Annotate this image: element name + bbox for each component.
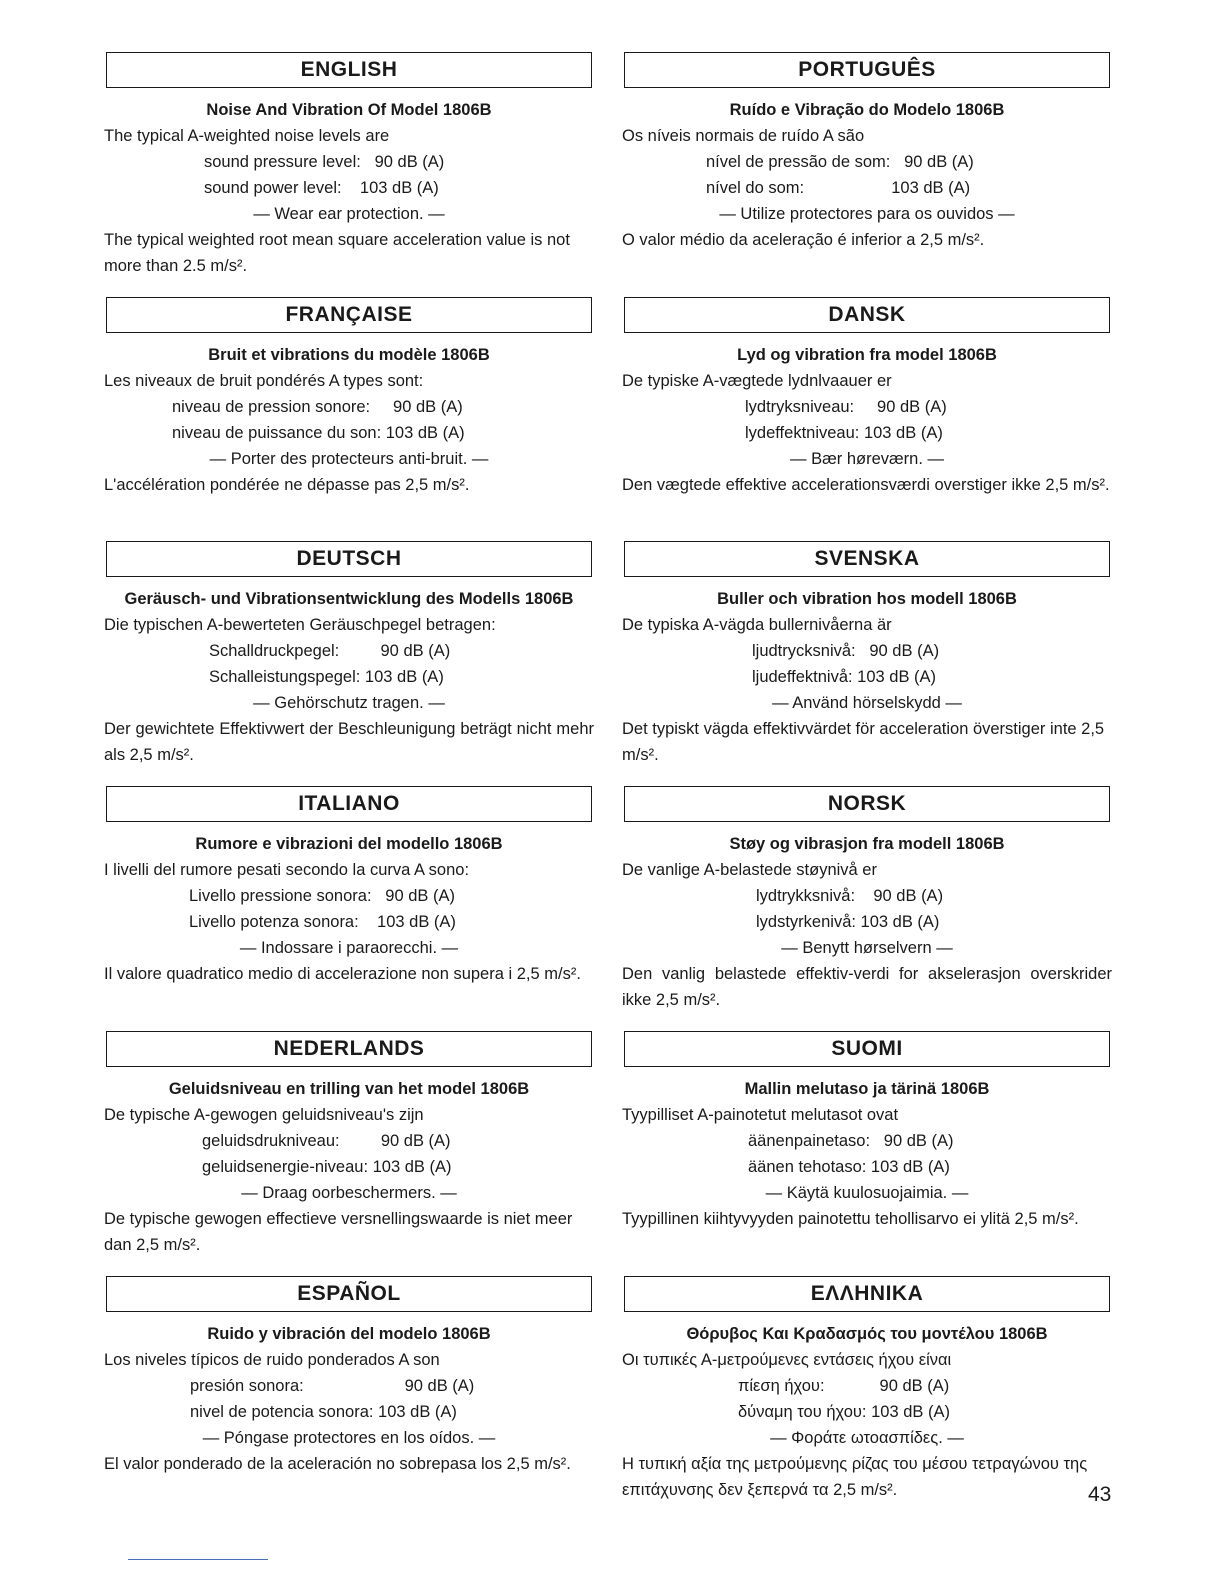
vibration-text: Det typiskt vägda effektivvärdet för acceleration överstiger inte 2,5 m/s². — [622, 720, 1105, 764]
noise-intro: Los niveles típicos de ruido ponderados A son — [104, 1351, 440, 1369]
ear-protection-notice: — Φοράτε ωτοασπίδες. — — [770, 1429, 964, 1447]
section-subtitle: Bruit et vibrations du modèle 1806B — [208, 346, 490, 364]
section-suomi — [622, 1031, 1112, 1232]
section-subtitle: Ruído e Vibração do Modelo 1806B — [729, 101, 1005, 119]
section-header: ENGLISH — [106, 52, 592, 88]
sound-pressure-level: niveau de pression sonore: 90 dB (A) — [172, 398, 463, 416]
section-header: DANSK — [624, 297, 1110, 333]
section-espanol — [104, 1276, 594, 1477]
sound-power-level: δύναμη του ήχου: 103 dB (A) — [738, 1403, 950, 1421]
section-subtitle: Geräusch- und Vibrationsentwicklung des Modells 1806B — [124, 590, 574, 608]
noise-intro: Tyypilliset A-painotetut melutasot ovat — [622, 1106, 899, 1124]
section-subtitle: Rumore e vibrazioni del modello 1806B — [195, 835, 503, 853]
vibration-text: El valor ponderado de la aceleración no sobrepasa los 2,5 m/s². — [104, 1455, 571, 1473]
ear-protection-notice: — Bær høreværn. — — [789, 450, 945, 468]
ear-protection-notice: — Utilize protectores para os ouvidos — — [719, 205, 1015, 223]
sound-power-level: nivel de potencia sonora: 103 dB (A) — [190, 1403, 457, 1421]
sound-power-level: äänen tehotaso: 103 dB (A) — [748, 1158, 950, 1176]
ear-protection-notice: — Använd hörselskydd — — [772, 694, 962, 712]
ear-protection-notice: — Indossare i paraorecchi. — — [239, 939, 459, 957]
vibration-text: De typische gewogen effectieve versnellingswaarde is niet meer dan 2,5 m/s². — [104, 1210, 573, 1254]
section-header: PORTUGUÊS — [624, 52, 1110, 88]
section-subtitle: Θόρυβος Και Κραδασμός του μοντέλου 1806B — [686, 1325, 1048, 1343]
section-deutsch — [104, 541, 594, 768]
vibration-text: Den vanlig belastede effektiv-verdi for akselerasjon overskrider ikke 2,5 m/s². — [622, 965, 1112, 1009]
section-english — [104, 52, 594, 279]
section-header: NORSK — [624, 786, 1110, 822]
section-header: ESPAÑOL — [106, 1276, 592, 1312]
sound-pressure-level: ljudtrycksnivå: 90 dB (A) — [752, 642, 940, 660]
sound-power-level: lydstyrkenivå: 103 dB (A) — [756, 913, 940, 931]
section-subtitle: Ruido y vibración del modelo 1806B — [207, 1325, 491, 1343]
ear-protection-notice: — Draag oorbeschermers. — — [241, 1184, 457, 1202]
noise-intro: I livelli del rumore pesati secondo la curva A sono: — [104, 861, 470, 879]
vibration-text: Der gewichtete Effektivwert der Beschleunigung beträgt nicht mehr als 2,5 m/s². — [104, 720, 594, 764]
section-norsk — [622, 786, 1112, 1013]
section-ellinika — [622, 1276, 1112, 1503]
sound-pressure-level: nível de pressão de som: 90 dB (A) — [706, 153, 974, 171]
noise-intro: Les niveaux de bruit pondérés A types sont: — [104, 372, 424, 390]
sound-pressure-level: πίεση ήχου: 90 dB (A) — [738, 1377, 950, 1395]
sound-pressure-level: lydtryksniveau: 90 dB (A) — [745, 398, 947, 416]
section-subtitle: Noise And Vibration Of Model 1806B — [206, 101, 492, 119]
sound-pressure-level: Schalldruckpegel: 90 dB (A) — [209, 642, 451, 660]
section-italiano — [104, 786, 594, 987]
section-header: FRANÇAISE — [106, 297, 592, 333]
sound-power-level: lydeffektniveau: 103 dB (A) — [745, 424, 943, 442]
section-subtitle: Geluidsniveau en trilling van het model 1806B — [168, 1080, 530, 1098]
section-portugues — [622, 52, 1112, 253]
section-svenska — [622, 541, 1112, 768]
ear-protection-notice: — Wear ear protection. — — [253, 205, 445, 223]
noise-intro: De typiska A-vägda bullernivåerna är — [622, 616, 892, 634]
section-header: ITALIANO — [106, 786, 592, 822]
ear-protection-notice: — Porter des protecteurs anti-bruit. — — [209, 450, 489, 468]
sound-power-level: sound power level: 103 dB (A) — [204, 179, 439, 197]
section-subtitle: Støy og vibrasjon fra modell 1806B — [729, 835, 1005, 853]
noise-intro: Os níveis normais de ruído A são — [622, 127, 865, 145]
vibration-text: L'accélération pondérée ne dépasse pas 2,5 m/s². — [104, 476, 470, 494]
ear-protection-notice: — Póngase protectores en los oídos. — — [202, 1429, 496, 1447]
sound-pressure-level: sound pressure level: 90 dB (A) — [204, 153, 445, 171]
sound-power-level: geluidsenergie-niveau: 103 dB (A) — [202, 1158, 452, 1176]
ear-protection-notice: — Benytt hørselvern — — [781, 939, 953, 957]
noise-intro: De typische A-gewogen geluidsniveau's zijn — [104, 1106, 424, 1124]
section-nederlands — [104, 1031, 594, 1258]
sound-pressure-level: geluidsdrukniveau: 90 dB (A) — [202, 1132, 451, 1150]
vibration-text: The typical weighted root mean square acceleration value is not more than 2.5 m/s². — [104, 231, 570, 275]
section-header: SVENSKA — [624, 541, 1110, 577]
sound-power-level: ljudeffektnivå: 103 dB (A) — [752, 668, 937, 686]
sound-power-level: Schalleistungspegel: 103 dB (A) — [209, 668, 444, 686]
section-header: SUOMI — [624, 1031, 1110, 1067]
sound-pressure-level: lydtrykksnivå: 90 dB (A) — [756, 887, 944, 905]
section-dansk — [622, 297, 1112, 498]
sound-pressure-level: Livello pressione sonora: 90 dB (A) — [189, 887, 455, 905]
vibration-text: Η τυπική αξία της μετρούμενης ρίζας του μέσου τετραγώνου της επιτάχυνσης δεν ξεπερνά τα 2,5 m/s². — [622, 1455, 1088, 1499]
noise-intro: The typical A-weighted noise levels are — [104, 127, 390, 145]
sound-pressure-level: presión sonora: 90 dB (A) — [190, 1377, 475, 1395]
noise-intro: Die typischen A-bewerteten Geräuschpegel betragen: — [104, 616, 496, 634]
vibration-text: Tyypillinen kiihtyvyyden painotettu tehollisarvo ei ylitä 2,5 m/s². — [622, 1210, 1079, 1228]
section-subtitle: Buller och vibration hos modell 1806B — [717, 590, 1017, 608]
noise-intro: Οι τυπικές Α-μετρούμενες εντάσεις ήχου είναι — [622, 1351, 952, 1369]
sound-power-level: Livello potenza sonora: 103 dB (A) — [189, 913, 456, 931]
ear-protection-notice: — Gehörschutz tragen. — — [253, 694, 445, 712]
noise-intro: De typiske A-vægtede lydnlvaauer er — [622, 372, 892, 390]
section-header: ΕΛΛΗΝΙΚΑ — [624, 1276, 1110, 1312]
section-subtitle: Lyd og vibration fra model 1806B — [737, 346, 997, 364]
sound-power-level: nível do som: 103 dB (A) — [706, 179, 971, 197]
sound-pressure-level: äänenpainetaso: 90 dB (A) — [748, 1132, 954, 1150]
section-francaise — [104, 297, 594, 498]
section-subtitle: Mallin melutaso ja tärinä 1806B — [744, 1080, 990, 1098]
vibration-text: O valor médio da aceleração é inferior a 2,5 m/s². — [622, 231, 985, 249]
noise-intro: De vanlige A-belastede støynivå er — [622, 861, 877, 879]
footer-rule — [128, 1559, 268, 1560]
section-header: DEUTSCH — [106, 541, 592, 577]
vibration-text: Den vægtede effektive accelerationsværdi overstiger ikke 2,5 m/s². — [622, 476, 1110, 494]
ear-protection-notice: — Käytä kuulosuojaimia. — — [765, 1184, 969, 1202]
section-header: NEDERLANDS — [106, 1031, 592, 1067]
sound-power-level: niveau de puissance du son: 103 dB (A) — [172, 424, 465, 442]
page-number: 43 — [1088, 1483, 1112, 1506]
vibration-text: Il valore quadratico medio di accelerazione non supera i 2,5 m/s². — [104, 965, 581, 983]
